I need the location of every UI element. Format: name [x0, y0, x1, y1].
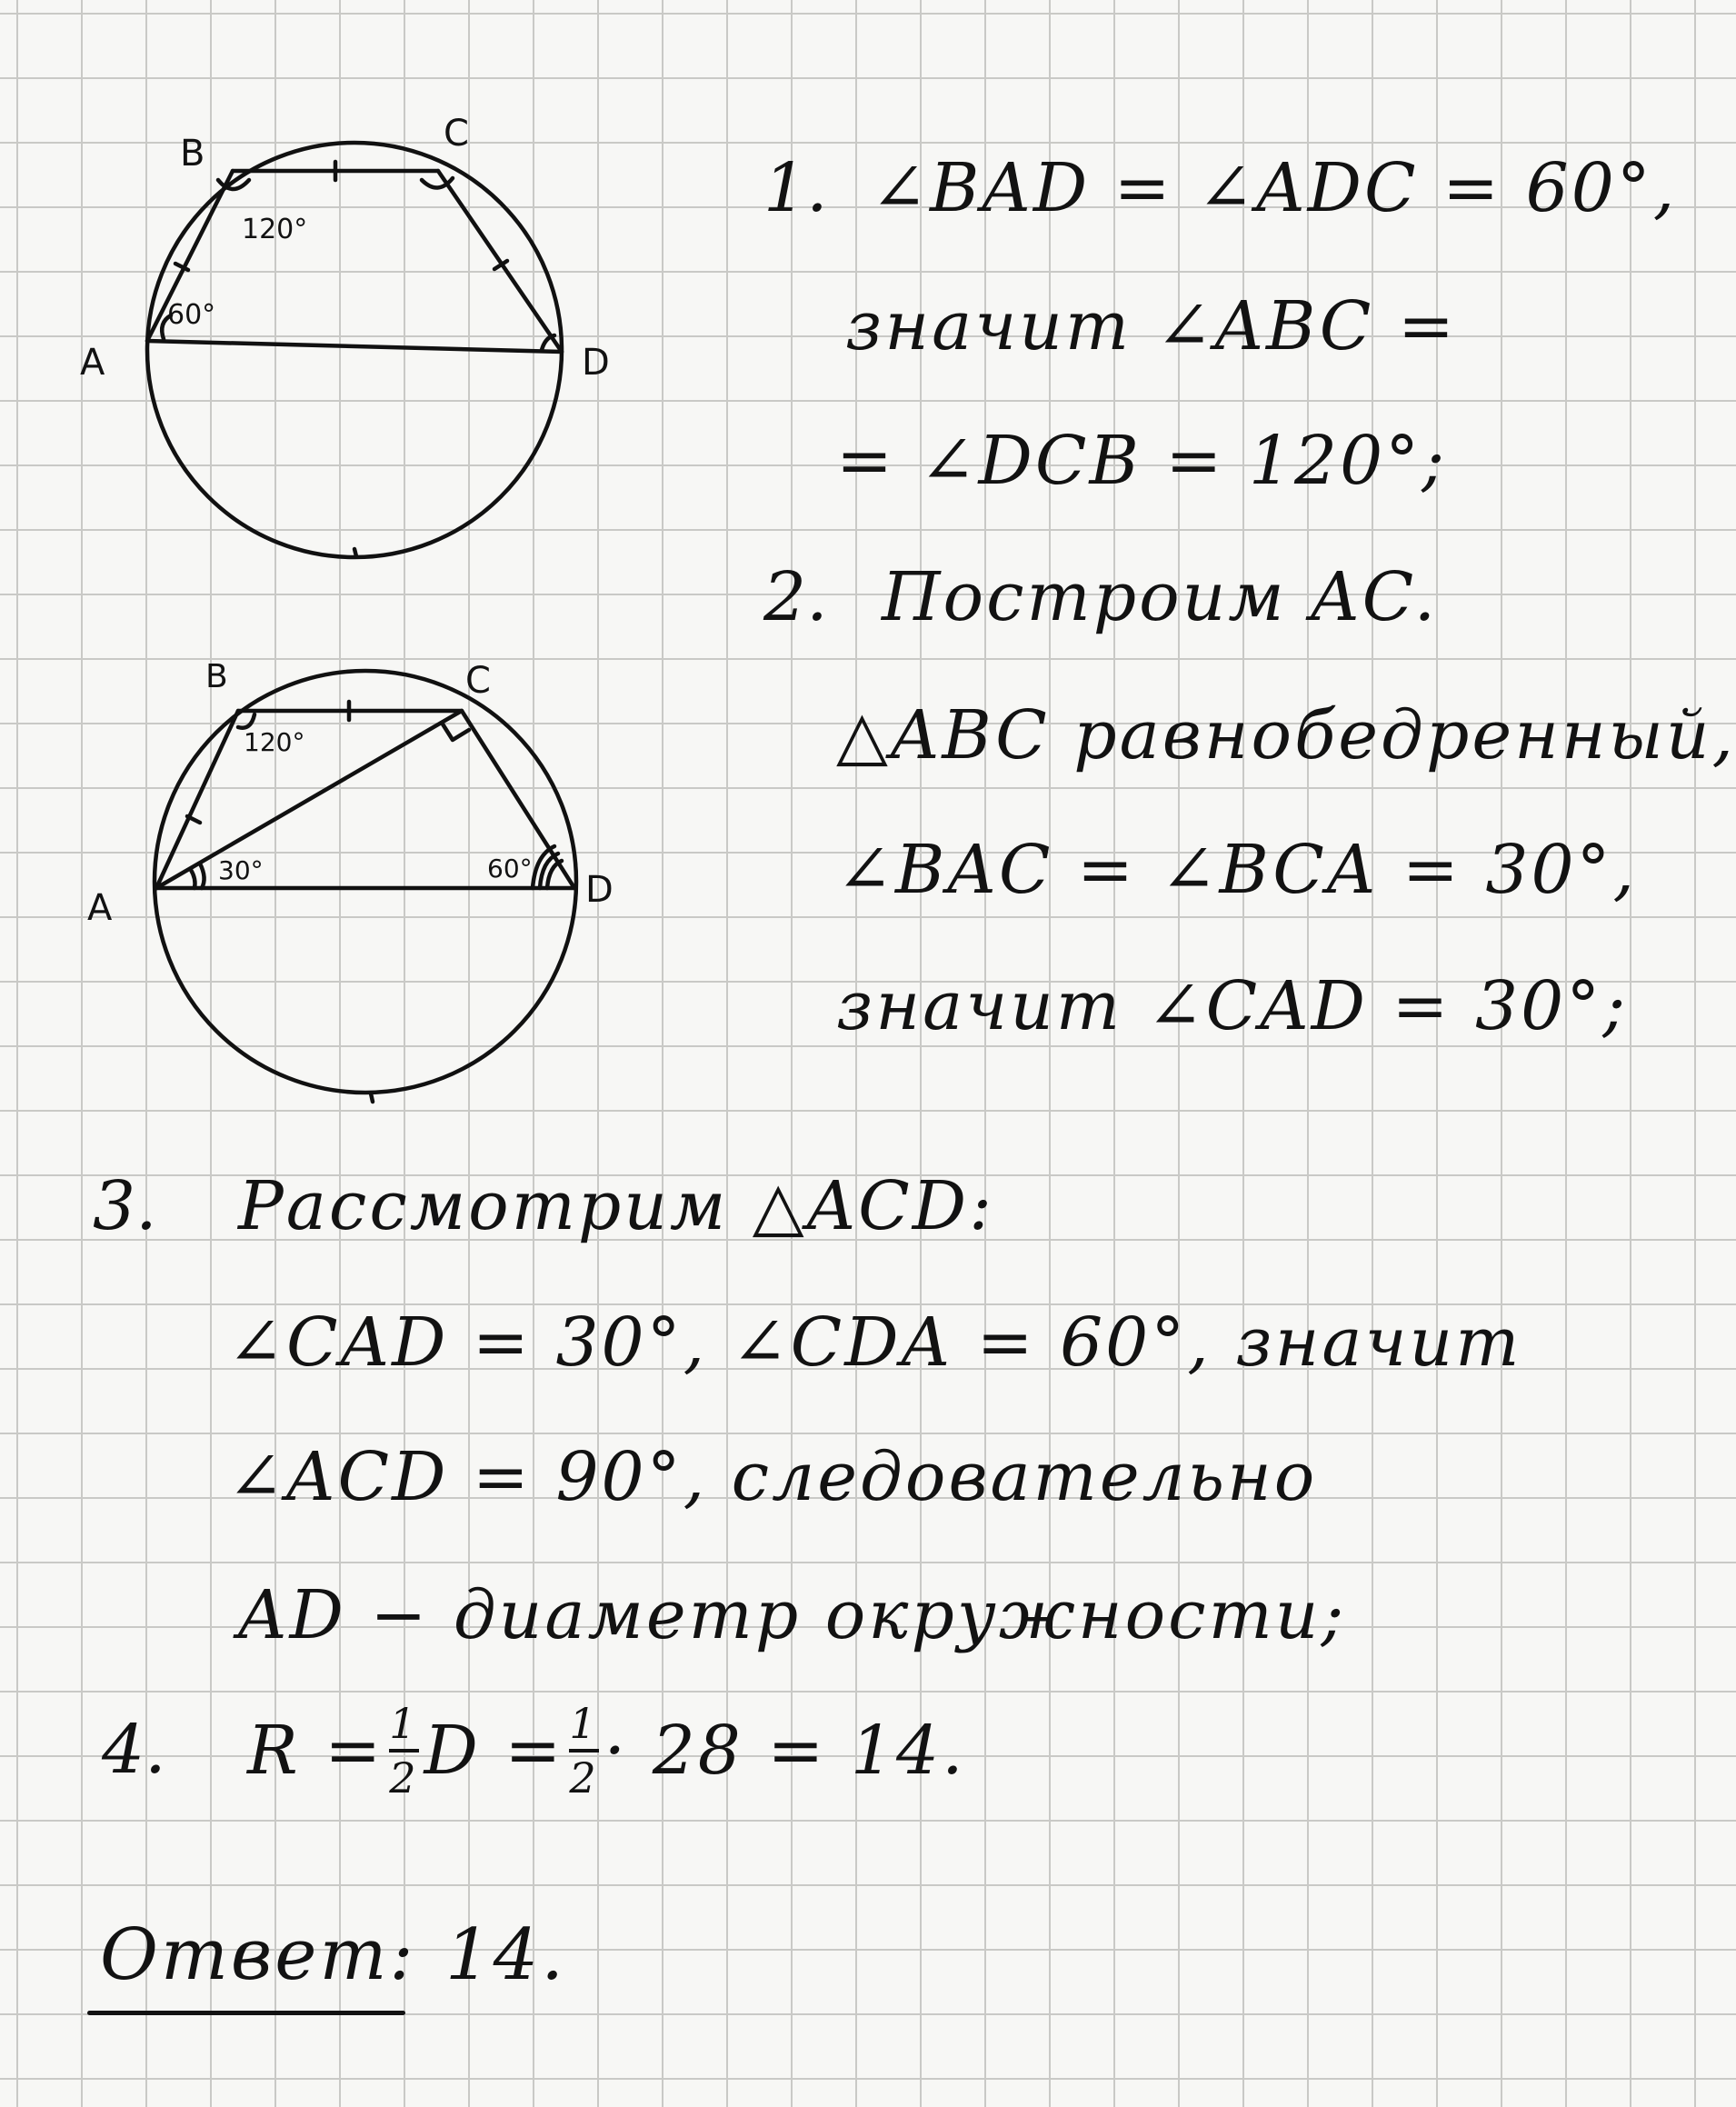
fig1-angle-b: 120° — [242, 214, 308, 245]
formula-rest: · 28 = 14. — [604, 1712, 966, 1791]
step-1-number: 1. — [763, 149, 828, 227]
fig1-angle-a: 60° — [167, 299, 216, 331]
step-2-number: 2. — [763, 558, 828, 636]
step-3-line-4: AD − диаметр окружности; — [238, 1576, 1347, 1654]
fraction-half-1 — [389, 1699, 419, 1803]
answer-label: Ответ: — [100, 1914, 416, 1996]
step-3-number: 3. — [93, 1167, 157, 1245]
fig2-angle-d: 60° — [487, 854, 533, 884]
step-2-line-3: ∠BAC = ∠BCA = 30°, — [836, 831, 1638, 909]
step-4-formula — [247, 1699, 966, 1803]
step-1-line-2: значит ∠ABC = — [845, 287, 1457, 365]
formula-lhs: R = — [247, 1712, 384, 1791]
answer-value: 14. — [445, 1914, 567, 1996]
step-1-line-3: = ∠DCB = 120°; — [836, 422, 1448, 500]
fig2-label-b: B — [205, 658, 228, 695]
step-2-line-4: значит ∠CAD = 30°; — [836, 967, 1629, 1045]
fig2-label-c: C — [465, 660, 491, 702]
step-1-line-1: ∠BAD = ∠ADC = 60°, — [871, 149, 1678, 227]
step-3-line-3: ∠ACD = 90°, следовательно — [227, 1438, 1318, 1516]
fig2-label-d: D — [585, 869, 614, 911]
figure-2-diagram — [0, 0, 654, 1145]
step-3-line-1: Рассмотрим △ACD: — [238, 1167, 995, 1245]
fig2-angle-b: 120° — [244, 727, 305, 757]
formula-mid: D = — [424, 1712, 564, 1791]
answer-underline — [87, 2011, 405, 2015]
fraction-2-denominator: 2 — [569, 1753, 599, 1803]
step-3-line-2: ∠CAD = 30°, ∠CDA = 60°, значит — [227, 1303, 1522, 1382]
fraction-1-denominator: 2 — [389, 1753, 419, 1803]
fraction-half-2 — [569, 1699, 599, 1803]
chord-ac-2 — [156, 711, 462, 888]
step-2-line-2: △ABC равнобедренный, — [836, 696, 1736, 774]
fig1-label-d: D — [582, 342, 610, 384]
fig1-label-b: B — [180, 133, 205, 175]
fig1-label-c: C — [444, 113, 469, 155]
fraction-1-numerator: 1 — [389, 1699, 419, 1748]
fig1-label-a: A — [80, 342, 105, 384]
step-2-line-1: Построим AC. — [882, 558, 1439, 636]
fig2-label-a: A — [87, 887, 113, 929]
step-4-number: 4. — [102, 1711, 166, 1789]
fraction-2-numerator: 1 — [569, 1699, 599, 1748]
fig2-angle-a: 30° — [218, 855, 264, 885]
